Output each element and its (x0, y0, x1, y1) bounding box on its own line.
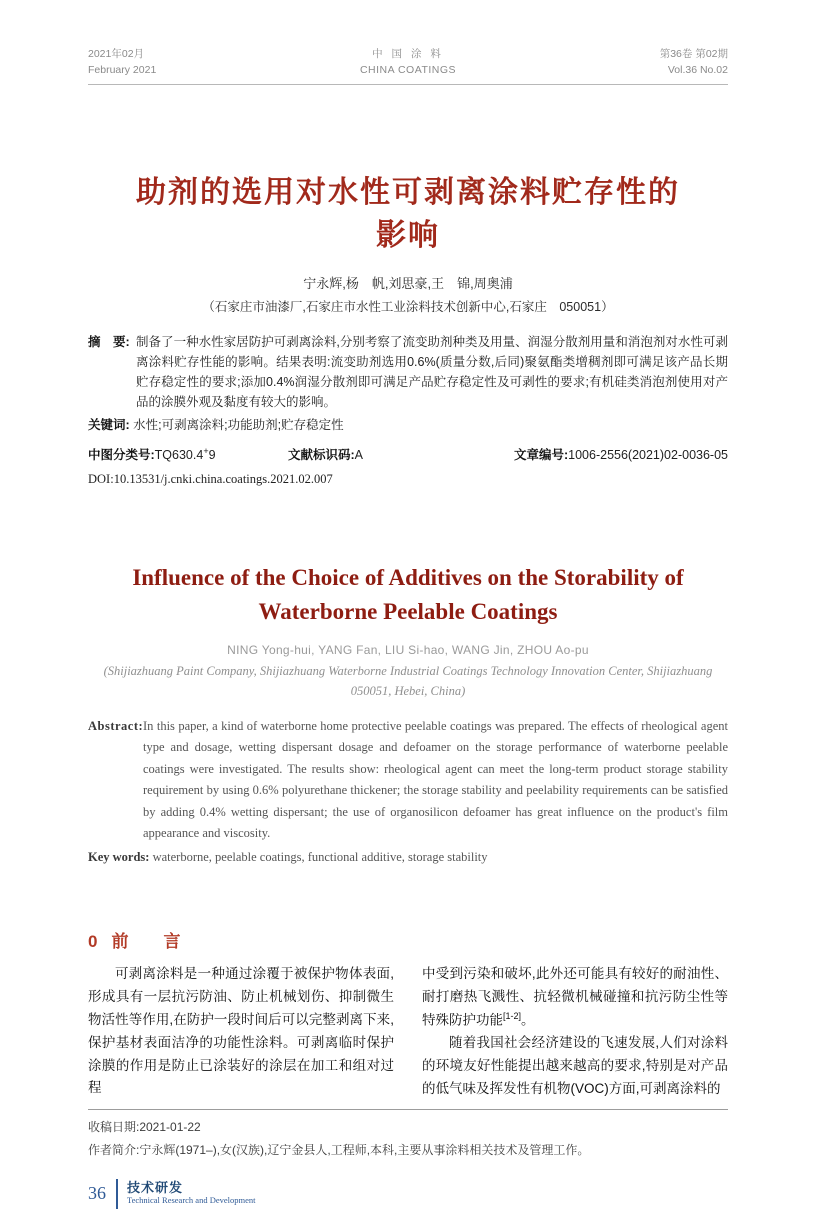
article-meta-row (88, 445, 728, 463)
footer-column-en: Technical Research and Development (127, 1195, 256, 1206)
intro-paragraph-1-continued (422, 963, 728, 1032)
section-title: 前 言 (111, 931, 190, 951)
journal-name-en: CHINA COATINGS (359, 64, 457, 77)
received-date: 收稿日期:2021-01-22 (88, 1119, 201, 1134)
clc-value: TQ630.4 (154, 447, 204, 462)
article-title-en-line2: Waterborne Peelable Coatings (258, 599, 558, 625)
article-title-en (88, 561, 728, 630)
intro-paragraph-1-end: 中受到污染和破坏,此外还可能具有较好的耐油性、耐打磨热飞溅性、抗轻微机械碰撞和抗污防尘性等特殊防护功能 (422, 965, 728, 1028)
doi: DOI:10.13531/j.cnki.china.coatings.2021.02.007 (88, 471, 333, 486)
header-issue-date (88, 46, 156, 79)
author-bio: 作者简介:宁永辉(1971–),女(汉族),辽宁金县人,工程师,本科,主要从事涂料相关技术及管理工作。 (88, 1142, 590, 1157)
document-code (288, 445, 442, 463)
body-column-right (422, 963, 728, 1101)
article-id-value: 1006-2556(2021)02-0036-05 (568, 447, 728, 462)
intro-paragraph-2: 随着我国社会经济建设的飞速发展,人们对涂料的环境友好性能提出越来越高的要求,特别是对产品的低气味及挥发性有机物(VOC)方面,可剥离涂料的 (422, 1035, 728, 1096)
article-title-en-line1: Influence of the Choice of Additives on the Storability of (132, 564, 684, 590)
article-id-label: 文章编号: (513, 447, 569, 462)
article-title-cn (88, 171, 728, 258)
document-code-value: A (354, 447, 364, 462)
affiliation-en: (Shijiazhuang Paint Company, Shijiazhuang Waterborne Industrial Coatings Technology Innovation Center, Shijiazhuang 050051, Hebei, China) (103, 663, 713, 698)
header-divider (88, 84, 728, 85)
journal-header (88, 46, 728, 79)
article-id (514, 445, 728, 463)
clc-superscript: + (203, 445, 209, 456)
body-column-left (88, 963, 394, 1101)
section-number: 0 (88, 931, 98, 951)
abstract-cn-text: 制备了一种水性家居防护可剥离涂料,分别考察了流变助剂种类及用量、润湿分散剂用量和消泡剂对水性可剥离涂料贮存性能的影响。结果表明:流变助剂选用0.6%(质量分数,后同)聚氨酯类增稠剂即可满足该产品长期贮存稳定性的要求;添加0.4%润湿分散剂即可满足产品贮存稳定性及可剥性的要求;有机硅类消泡剂使用对产品的涂膜外观及黏度有较大的影响。 (136, 334, 728, 410)
clc-value-suffix: 9 (208, 447, 216, 462)
body-columns (88, 963, 728, 1101)
clc-number (88, 445, 288, 463)
footer-divider-bar (116, 1179, 118, 1209)
journal-name-cn: 中 国 涂 料 (372, 48, 444, 60)
affiliation-cn: （石家庄市油漆厂,石家庄市水性工业涂料技术创新中心,石家庄 050051） (202, 299, 614, 314)
abstract-en-label: Abstract: (88, 718, 144, 733)
header-volume-info (660, 46, 728, 79)
volume-info-cn: 第36卷 第02期 (659, 48, 728, 60)
abstract-en (88, 716, 728, 845)
intro-paragraph-1: 可剥离涂料是一种通过涂覆于被保护物体表面,形成具有一层抗污防油、防止机械划伤、抑制微生物活性等作用,在防护一段时间后可以完整剥离下来,保护基材表面洁净的功能性涂料。可剥离临时保护涂膜的作用是防止已涂装好的涂层在加工和组对过程 (88, 965, 394, 1096)
section-heading-0 (88, 927, 728, 952)
abstract-cn-label: 摘 要: (88, 334, 130, 349)
volume-info-en: Vol.36 No.02 (667, 64, 728, 77)
abstract-en-text: In this paper, a kind of waterborne home protective peelable coatings was prepared. The effects of rheological agent type and dosage, wetting dispersant dosage and defoamer on the storage performance of waterborne peelable coatings were investigated. The results show: rheological agent can meet the long-term product storage stability requirement by using 0.6% polyurethane thickener; the storage stability and peelability requirements can be satisfied by adding 0.4% wetting dispersant; the use of organosilicon defoamer has great influence on the product's film appearance and viscosity. (143, 718, 728, 841)
keywords-cn-text: 水性;可剥离涂料;功能助剂;贮存稳定性 (133, 417, 344, 432)
header-journal-name (360, 46, 456, 79)
page-number: 36 (88, 1183, 106, 1203)
footer-column-block (127, 1180, 256, 1207)
keywords-cn-label: 关键词: (88, 417, 130, 432)
page-footer (88, 1179, 728, 1209)
keywords-cn (88, 415, 728, 435)
authors-cn: 宁永辉,杨 帆,刘思豪,王 锦,周奥浦 (303, 275, 513, 291)
footnote-block (88, 1109, 728, 1162)
article-title-cn-line2: 影响 (376, 219, 440, 253)
intro-paragraph-1-close: 。 (521, 1012, 535, 1028)
footer-column-cn: 技术研发 (127, 1179, 184, 1195)
keywords-en (88, 850, 728, 865)
authors-en: NING Yong-hui, YANG Fan, LIU Si-hao, WANG Jin, ZHOU Ao-pu (227, 642, 589, 657)
citation-ref-1-2: [1-2] (503, 1010, 522, 1021)
issue-date-en: February 2021 (88, 64, 157, 77)
article-title-cn-line1: 助剂的选用对水性可剥离涂料贮存性的 (136, 175, 680, 209)
issue-date-cn: 2021年02月 (88, 48, 145, 60)
clc-label: 中图分类号: (88, 447, 155, 462)
keywords-en-text: waterborne, peelable coatings, functional additive, storage stability (152, 849, 488, 864)
abstract-cn (88, 332, 728, 413)
document-code-label: 文献标识码: (288, 447, 355, 462)
keywords-en-label: Key words: (88, 849, 150, 864)
